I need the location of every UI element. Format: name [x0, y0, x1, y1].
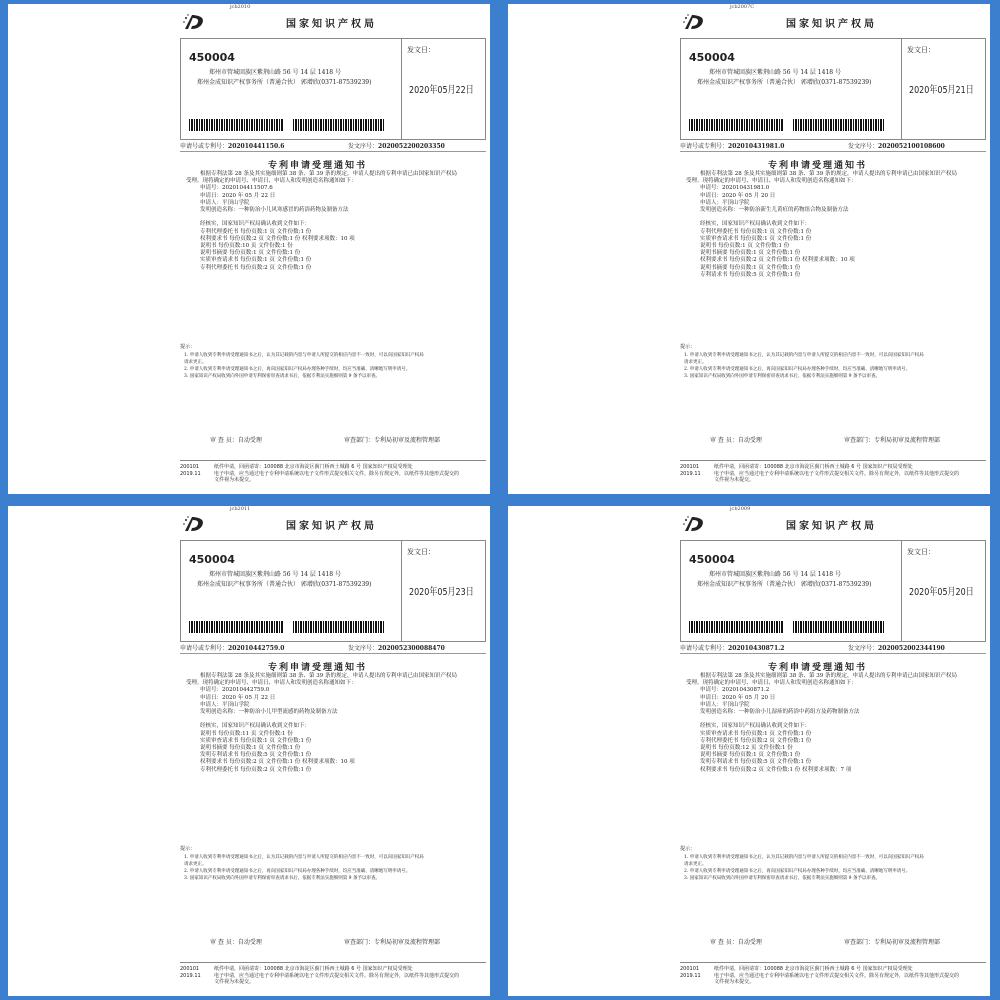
field-label: 申请人： — [700, 701, 723, 708]
file-item: 专利代理委托书 每份页数:2 页 文件份数:1 份 — [700, 737, 812, 744]
footer-line: 文件视为未提交。 — [714, 979, 755, 985]
footer-code-line: 2019.11 — [680, 470, 701, 477]
footer-line: 纸件申请，回函请寄：100088 北京市海淀区蓟门桥西土城路 6 号 国家知识产权局受理处 — [214, 966, 413, 972]
file-item: 专利代理委托书 每份页数:1 页 文件份数:1 份 — [200, 228, 312, 235]
notice-body — [686, 171, 982, 279]
file-item: 说明书摘要 每份页数:1 页 文件份数:1 份 — [700, 752, 801, 759]
application-number-row — [180, 643, 486, 652]
field-value: 一种防治小儿甲型流感的药物及制备方法 — [238, 709, 338, 716]
tip-item: 请求更正。 — [684, 360, 707, 365]
field-value: 2020 年 05 月 20 日 — [722, 694, 776, 701]
tips-label: 提示： — [680, 344, 696, 350]
application-number-row — [180, 141, 486, 150]
tips — [184, 854, 484, 882]
tip-item: 1. 申请人收到专利申请受理通知书之后，认为其记载的内容与申请人所提交的相应内容不一致时，可以向国家知识产权局 — [684, 353, 924, 358]
file-item: 说明书摘要 每份页数:1 页 文件份数:1 份 — [700, 250, 801, 257]
department: 审查部门：专利局初审及流程管理部 — [844, 939, 941, 946]
field-applicant — [686, 702, 982, 709]
tips-label: 提示： — [680, 846, 696, 852]
send-date-label: 发文日： — [907, 548, 935, 556]
postcode: 450004 — [689, 51, 735, 64]
app-no-value: 202010430871.2 — [728, 645, 785, 652]
barcode — [293, 621, 385, 633]
cnipa-logo-icon — [182, 514, 208, 534]
field-value: 202010442759.0 — [222, 687, 270, 694]
field-value: 平顶山学院 — [222, 199, 250, 206]
address-box — [680, 38, 986, 140]
tip-item: 3. 国家知识产权局收到向外国申请专利保密审查请求书后，依据专利法实施细则第 9 条予以审查。 — [684, 876, 880, 881]
field-invention-title — [186, 709, 482, 716]
field-application-date — [186, 193, 482, 200]
intro-text: 根据专利法第 28 条及其实施细则第 38 条、第 39 条的规定，申请人提出的专利申请已由国家知识产权局 — [700, 171, 957, 177]
app-no-label: 申请号或专利号： — [680, 143, 729, 150]
tips — [684, 854, 984, 882]
address-box — [180, 38, 486, 140]
field-application-number — [186, 185, 482, 192]
serial-value: 2020052002344190 — [878, 645, 945, 652]
file-item: 说明书 每份页数:10 页 文件份数:1 份 — [200, 243, 293, 250]
send-date-label: 发文日： — [907, 46, 935, 54]
footer-code-line: 2019.11 — [180, 972, 201, 979]
tips-label: 提示： — [180, 846, 196, 852]
notice-title: 专利申请受理通知书 — [268, 161, 368, 171]
verify-text: 经核实，国家知识产权局确认收到文件如下： — [200, 221, 311, 228]
verify-text: 经核实，国家知识产权局确认收到文件如下： — [700, 221, 811, 228]
tip-item: 2. 申请人收到专利申请受理通知书之后，再向国家知识产权局办理各种手续时，均应当准确、清晰地写明申请号。 — [684, 367, 911, 372]
notice-document — [8, 506, 490, 996]
footer-line: 文件视为未提交。 — [214, 477, 255, 483]
notice-document — [508, 506, 990, 996]
notice-body — [686, 673, 982, 774]
barcode — [189, 621, 283, 633]
intro-text: 受理。现将确定的申请号、申请日、申请人和发明创造名称通知如下： — [186, 680, 357, 687]
field-label: 申请号： — [200, 687, 223, 694]
barcode — [689, 621, 783, 633]
address-line: 郑州市管城回族区紫荆山路 56 号 14 层 1418 号 — [709, 69, 841, 76]
footer-line: 文件视为未提交。 — [214, 979, 255, 985]
field-label: 申请人： — [700, 199, 723, 206]
tip-item: 请求更正。 — [184, 862, 207, 867]
tip-item: 请求更正。 — [684, 862, 707, 867]
barcode — [793, 621, 885, 633]
tip-item: 3. 国家知识产权局收到向外国申请专利保密审查请求书后，依据专利法实施细则第 9 条予以审查。 — [684, 374, 880, 379]
field-invention-title — [186, 207, 482, 214]
intro-text: 受理。现将确定的申请号、申请日、申请人和发明创造名称通知如下： — [686, 680, 857, 687]
field-value: 一种防治小儿湿疹的药浴中药组方及药物制备方法 — [738, 709, 860, 716]
address-line: 郑州市管城回族区紫荆山路 56 号 14 层 1418 号 — [209, 571, 341, 578]
examiner: 审 查 员：自动受理 — [210, 437, 262, 444]
file-item: 实质审查请求书 每份页数:1 页 文件份数:1 份 — [200, 257, 312, 264]
field-application-date — [186, 695, 482, 702]
intro-text: 受理。现将确定的申请号、申请日、申请人和发明创造名称通知如下： — [186, 178, 357, 185]
file-item: 专利代理委托书 每份页数:2 页 文件份数:1 份 — [200, 264, 312, 271]
footer-line: 电子申请，应当通过电子专利申请系统以电子文件形式提交相关文件。除另有规定外，以纸件等其他形式提交的 — [214, 470, 460, 477]
address-line: 郑州市管城回族区紫荆山路 56 号 14 层 1418 号 — [709, 571, 841, 578]
footer-text — [214, 464, 459, 484]
serial-value: 2020052100108600 — [878, 143, 945, 150]
file-item: 说明书摘要 每份页数:1 页 文件份数:1 份 — [200, 250, 301, 257]
barcode — [689, 119, 783, 131]
tip-item: 3. 国家知识产权局收到向外国申请专利保密审查请求书后，依据专利法实施细则第 9 条予以审查。 — [184, 876, 380, 881]
department: 审查部门：专利局初审及流程管理部 — [344, 437, 441, 444]
field-label: 申请人： — [200, 199, 223, 206]
serial-label: 发文序号： — [348, 143, 379, 150]
app-no-value: 202010441150.6 — [228, 143, 285, 150]
footer-code-line: 2019.11 — [680, 972, 701, 979]
divider — [680, 962, 986, 963]
field-applicant — [186, 702, 482, 709]
cnipa-logo-icon — [682, 12, 708, 32]
verify-text: 经核实，国家知识产权局确认收到文件如下： — [200, 723, 311, 730]
file-list — [186, 229, 482, 272]
field-label: 申请日： — [200, 192, 223, 199]
field-application-date — [686, 193, 982, 200]
footer-code — [180, 966, 201, 979]
application-number-row — [680, 643, 986, 652]
file-list — [186, 731, 482, 774]
address-box — [180, 540, 486, 642]
tip-item: 1. 申请人收到专利申请受理通知书之后，认为其记载的内容与申请人所提交的相应内容不一致时，可以向国家知识产权局 — [184, 353, 424, 358]
footer-line: 纸件申请，回函请寄：100088 北京市海淀区蓟门桥西土城路 6 号 国家知识产权局受理处 — [714, 464, 913, 470]
field-label: 申请人： — [200, 701, 223, 708]
footer-line: 电子申请，应当通过电子专利申请系统以电子文件形式提交相关文件。除另有规定外，以纸件等其他形式提交的 — [714, 470, 960, 477]
send-date: 2020年05月21日 — [909, 85, 974, 96]
tip-item: 1. 申请人收到专利申请受理通知书之后，认为其记载的内容与申请人所提交的相应内容不一致时，可以向国家知识产权局 — [184, 855, 424, 860]
divider — [180, 962, 486, 963]
footer-line: 文件视为未提交。 — [714, 477, 755, 483]
notice-document — [8, 4, 490, 494]
file-item: 专利请求书 每份页数:5 页 文件份数:1 份 — [700, 271, 801, 278]
field-applicant — [186, 200, 482, 207]
application-number-row — [680, 141, 986, 150]
footer-code — [180, 464, 201, 477]
examiner: 审 查 员：自动受理 — [710, 437, 762, 444]
address-box — [680, 540, 986, 642]
examiner: 审 查 员：自动受理 — [710, 939, 762, 946]
divider — [901, 39, 902, 139]
form-code: jcb2009 — [730, 506, 751, 512]
field-value: 平顶山学院 — [222, 701, 250, 708]
field-label: 申请日： — [700, 694, 723, 701]
intro-text: 根据专利法第 28 条及其实施细则第 38 条、第 39 条的规定，申请人提出的专利申请已由国家知识产权局 — [200, 171, 457, 177]
tip-item: 请求更正。 — [184, 360, 207, 365]
footer-code-line: 200101 — [680, 464, 700, 470]
field-label: 申请号： — [700, 185, 723, 192]
file-list — [686, 229, 982, 279]
field-value: 202010430871.2 — [722, 687, 770, 694]
field-value: 2020 年 05 月 22 日 — [222, 694, 276, 701]
verify-text: 经核实，国家知识产权局确认收到文件如下： — [700, 723, 811, 730]
notice-body — [186, 673, 482, 774]
intro-text: 受理。现将确定的申请号、申请日、申请人和发明创造名称通知如下： — [686, 178, 857, 185]
file-item: 专利代理委托书 每份页数:1 页 文件份数:1 份 — [700, 228, 812, 235]
footer-code-line: 200101 — [680, 966, 700, 972]
field-label: 申请日： — [200, 694, 223, 701]
footer-text — [214, 966, 459, 986]
app-no-value: 202010431981.0 — [728, 143, 785, 150]
field-label: 发明创造名称： — [700, 709, 739, 716]
footer-text — [714, 966, 959, 986]
address-line: 郑州市管城回族区紫荆山路 56 号 14 层 1418 号 — [209, 69, 341, 76]
file-item: 实质审查请求书 每份页数:1 页 文件份数:1 份 — [700, 235, 812, 242]
tip-item: 2. 申请人收到专利申请受理通知书之后，再向国家知识产权局办理各种手续时，均应当准确、清晰地写明申请号。 — [184, 367, 411, 372]
cnipa-logo-icon — [682, 514, 708, 534]
field-value: 2020 年 05 月 20 日 — [722, 192, 776, 199]
notice-document — [508, 4, 990, 494]
footer-code — [680, 966, 701, 979]
send-date: 2020年05月23日 — [409, 587, 474, 598]
divider — [680, 460, 986, 461]
file-item: 说明书摘要 每份页数:1 页 文件份数:1 份 — [700, 264, 801, 271]
file-item: 说明书 每份页数:12 页 文件份数:1 份 — [700, 745, 793, 752]
department: 审查部门：专利局初审及流程管理部 — [844, 437, 941, 444]
notice-title: 专利申请受理通知书 — [268, 663, 368, 673]
divider — [680, 653, 986, 654]
footer-text — [714, 464, 959, 484]
footer-line: 纸件申请，回函请寄：100088 北京市海淀区蓟门桥西土城路 6 号 国家知识产权局受理处 — [214, 464, 413, 470]
serial-label: 发文序号： — [348, 645, 379, 652]
barcode — [293, 119, 385, 131]
file-item: 权利要求书 每份页数:2 页 文件份数:1 份 权利要求项数：10 项 — [200, 759, 355, 766]
file-item: 说明书 每份页数:1 页 文件份数:1 份 — [700, 243, 790, 250]
form-code: jcb2011 — [230, 506, 251, 512]
department: 审查部门：专利局初审及流程管理部 — [344, 939, 441, 946]
barcode — [793, 119, 885, 131]
postcode: 450004 — [189, 51, 235, 64]
file-list — [686, 731, 982, 774]
send-date: 2020年05月22日 — [409, 85, 474, 96]
divider — [901, 541, 902, 641]
app-no-label: 申请号或专利号： — [680, 645, 729, 652]
field-value: 平顶山学院 — [722, 701, 750, 708]
send-date-label: 发文日： — [407, 548, 435, 556]
serial-label: 发文序号： — [848, 143, 879, 150]
field-invention-title — [686, 207, 982, 214]
footer-line: 电子申请，应当通过电子专利申请系统以电子文件形式提交相关文件。除另有规定外，以纸件等其他形式提交的 — [214, 972, 460, 979]
footer-line: 纸件申请，回函请寄：100088 北京市海淀区蓟门桥西土城路 6 号 国家知识产权局受理处 — [714, 966, 913, 972]
file-item: 权利要求书 每份页数:2 页 文件份数:1 份 权利要求项数：10 项 — [200, 235, 355, 242]
notice-title: 专利申请受理通知书 — [768, 663, 868, 673]
field-label: 发明创造名称： — [200, 207, 239, 214]
file-item: 权利要求书 每份页数:2 页 文件份数:1 份 权利要求项数：10 项 — [700, 257, 855, 264]
barcode — [189, 119, 283, 131]
field-label: 申请号： — [700, 687, 723, 694]
notice-body — [186, 171, 482, 272]
field-application-number — [686, 185, 982, 192]
divider — [401, 541, 402, 641]
field-application-number — [686, 687, 982, 694]
field-label: 申请号： — [200, 185, 223, 192]
agency-line: 郑州金成知识产权事务所（普通合伙） 郭增欣(0371-87539239) — [697, 79, 872, 86]
field-value: 一种防治新生儿黄疸的药物组合物及制备方法 — [738, 207, 849, 214]
field-invention-title — [686, 709, 982, 716]
field-application-date — [686, 695, 982, 702]
serial-value: 2020052300088470 — [378, 645, 445, 652]
footer-code-line: 200101 — [180, 966, 200, 972]
serial-label: 发文序号： — [848, 645, 879, 652]
agency-line: 郑州金成知识产权事务所（普通合伙） 郭增欣(0371-87539239) — [197, 581, 372, 588]
field-label: 发明创造名称： — [200, 709, 239, 716]
divider — [180, 460, 486, 461]
tips — [184, 352, 484, 380]
office-title: 国家知识产权局 — [286, 19, 377, 30]
office-title: 国家知识产权局 — [286, 521, 377, 532]
app-no-value: 202010442759.0 — [228, 645, 285, 652]
postcode: 450004 — [689, 553, 735, 566]
intro-text: 根据专利法第 28 条及其实施细则第 38 条、第 39 条的规定，申请人提出的专利申请已由国家知识产权局 — [700, 673, 957, 679]
file-item: 权利要求书 每份页数:2 页 文件份数:1 份 权利要求项数：7 项 — [700, 766, 852, 773]
divider — [680, 151, 986, 152]
notice-title: 专利申请受理通知书 — [768, 161, 868, 171]
footer-code — [680, 464, 701, 477]
footer-code-line: 200101 — [180, 464, 200, 470]
agency-line: 郑州金成知识产权事务所（普通合伙） 郭增欣(0371-87539239) — [697, 581, 872, 588]
tips — [684, 352, 984, 380]
office-title: 国家知识产权局 — [786, 19, 877, 30]
file-item: 实质审查请求书 每份页数:1 页 文件份数:1 份 — [700, 730, 812, 737]
field-value: 一种防治小儿风寒感冒的药浴药物及制备方法 — [238, 207, 349, 214]
serial-value: 2020052200203350 — [378, 143, 445, 150]
app-no-label: 申请号或专利号： — [180, 645, 229, 652]
tip-item: 1. 申请人收到专利申请受理通知书之后，认为其记载的内容与申请人所提交的相应内容不一致时，可以向国家知识产权局 — [684, 855, 924, 860]
tip-item: 3. 国家知识产权局收到向外国申请专利保密审查请求书后，依据专利法实施细则第 9 条予以审查。 — [184, 374, 380, 379]
tips-label: 提示： — [180, 344, 196, 350]
file-item: 专利代理委托书 每份页数:2 页 文件份数:1 份 — [200, 766, 312, 773]
intro-text: 根据专利法第 28 条及其实施细则第 38 条、第 39 条的规定，申请人提出的专利申请已由国家知识产权局 — [200, 673, 457, 679]
field-value: 202010431981.0 — [722, 185, 770, 192]
tip-item: 2. 申请人收到专利申请受理通知书之后，再向国家知识产权局办理各种手续时，均应当准确、清晰地写明申请号。 — [184, 869, 411, 874]
cnipa-logo-icon — [182, 12, 208, 32]
send-date: 2020年05月20日 — [909, 587, 974, 598]
divider — [401, 39, 402, 139]
postcode: 450004 — [189, 553, 235, 566]
agency-line: 郑州金成知识产权事务所（普通合伙） 郭增欣(0371-87539239) — [197, 79, 372, 86]
field-applicant — [686, 200, 982, 207]
file-item: 说明书摘要 每份页数:1 页 文件份数:1 份 — [200, 745, 301, 752]
file-item: 说明书 每份页数:11 页 文件份数:1 份 — [200, 730, 293, 737]
divider — [180, 151, 486, 152]
tip-item: 2. 申请人收到专利申请受理通知书之后，再向国家知识产权局办理各种手续时，均应当准确、清晰地写明申请号。 — [684, 869, 911, 874]
field-value: 2020104411507.6 — [222, 185, 273, 192]
file-item: 发明专利请求书 每份页数:5 页 文件份数:1 份 — [200, 752, 312, 759]
field-value: 平顶山学院 — [722, 199, 750, 206]
examiner: 审 查 员：自动受理 — [210, 939, 262, 946]
field-label: 申请日： — [700, 192, 723, 199]
send-date-label: 发文日： — [407, 46, 435, 54]
app-no-label: 申请号或专利号： — [180, 143, 229, 150]
divider — [180, 653, 486, 654]
file-item: 发明专利请求书 每份页数:5 页 文件份数:1 份 — [700, 759, 812, 766]
field-application-number — [186, 687, 482, 694]
file-item: 实质审查请求书 每份页数:1 页 文件份数:1 份 — [200, 737, 312, 744]
footer-line: 电子申请，应当通过电子专利申请系统以电子文件形式提交相关文件。除另有规定外，以纸件等其他形式提交的 — [714, 972, 960, 979]
form-code: jcb2010 — [230, 4, 251, 10]
office-title: 国家知识产权局 — [786, 521, 877, 532]
footer-code-line: 2019.11 — [180, 470, 201, 477]
field-label: 发明创造名称： — [700, 207, 739, 214]
form-code: jcb2007C — [730, 4, 755, 10]
field-value: 2020 年 05 月 22 日 — [222, 192, 276, 199]
